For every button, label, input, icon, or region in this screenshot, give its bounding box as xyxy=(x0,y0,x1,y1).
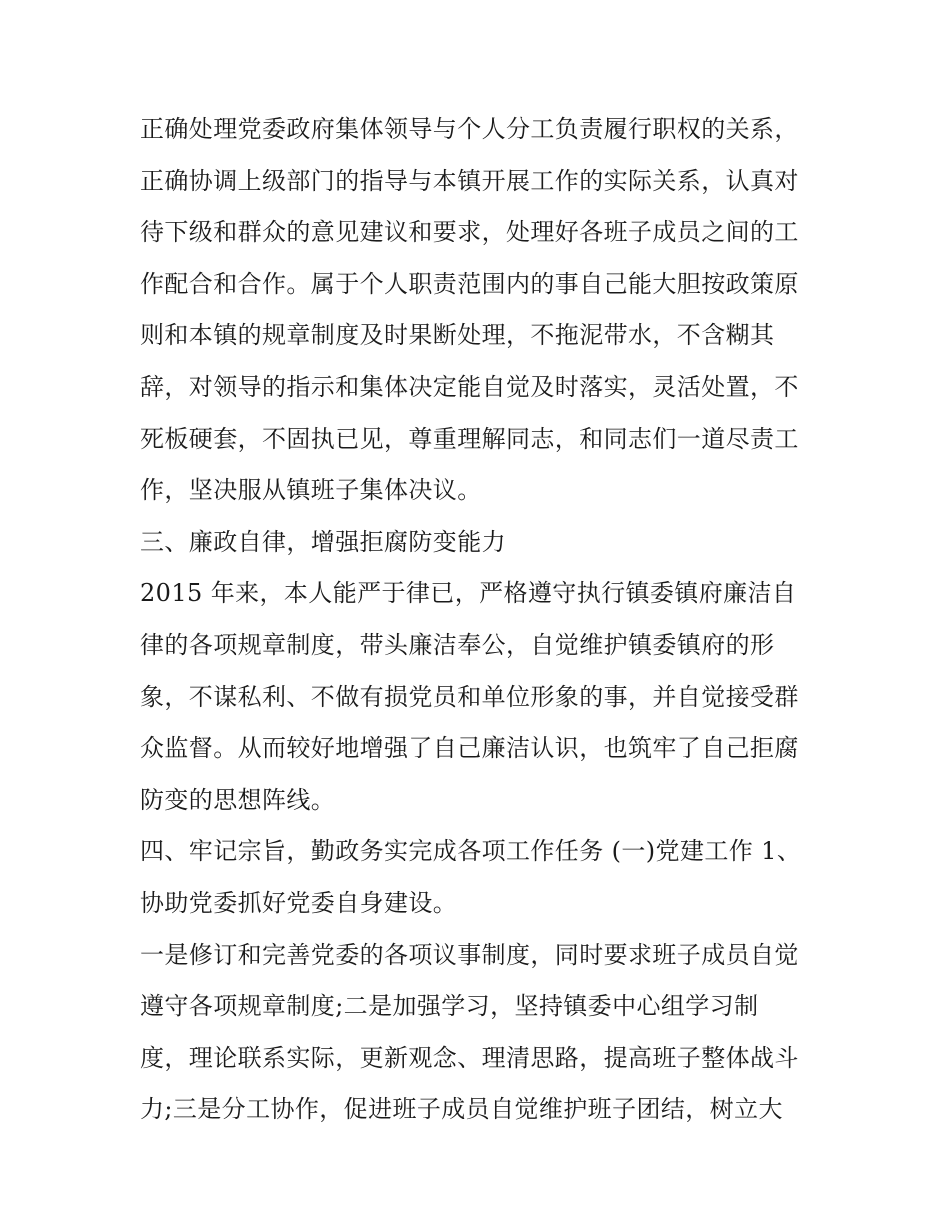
text-line: 作，坚决服从镇班子集体决议。 xyxy=(140,476,482,505)
text-line: 作配合和合作。属于个人职责范围内的事自己能大胆按政策原 xyxy=(140,269,799,298)
text-line: 度，理论联系实际，更新观念、理清思路，提高班子整体战斗 xyxy=(140,1043,799,1072)
text-line: 协助党委抓好党委自身建设。 xyxy=(140,888,458,917)
text-line: 防变的思想阵线。 xyxy=(140,785,336,814)
text-line: 辞，对领导的指示和集体决定能自觉及时落实，灵活处置，不 xyxy=(140,372,799,401)
section-heading-4: 四、牢记宗旨，勤政务实完成各项工作任务 (一)党建工作 1、 xyxy=(140,837,802,866)
text-line: 律的各项规章制度，带头廉洁奉公，自觉维护镇委镇府的形 xyxy=(140,630,775,659)
text-line: 则和本镇的规章制度及时果断处理，不拖泥带水，不含糊其 xyxy=(140,321,775,350)
text-line: 遵守各项规章制度;二是加强学习，坚持镇委中心组学习制 xyxy=(140,992,759,1021)
document-body xyxy=(140,104,820,1136)
text-line: 一是修订和完善党委的各项议事制度，同时要求班子成员自觉 xyxy=(140,940,799,969)
text-line: 象，不谋私利、不做有损党员和单位形象的事，并自觉接受群 xyxy=(140,682,799,711)
text-line: 力;三是分工协作，促进班子成员自觉维护班子团结，树立大 xyxy=(140,1095,783,1124)
text-line: 众监督。从而较好地增强了自己廉洁认识，也筑牢了自己拒腐 xyxy=(140,734,799,763)
text-line: 死板硬套，不固执已见，尊重理解同志，和同志们一道尽责工 xyxy=(140,424,799,453)
text-line: 正确处理党委政府集体领导与个人分工负责履行职权的关系， xyxy=(140,115,799,143)
text-line: 2015 年来，本人能严于律已，严格遵守执行镇委镇府廉洁自 xyxy=(140,579,797,608)
text-line: 正确协调上级部门的指导与本镇开展工作的实际关系，认真对 xyxy=(140,166,799,195)
text-line: 待下级和群众的意见建议和要求，处理好各班子成员之间的工 xyxy=(140,218,799,247)
section-heading-3: 三、廉政自律，增强拒腐防变能力 xyxy=(140,527,506,556)
